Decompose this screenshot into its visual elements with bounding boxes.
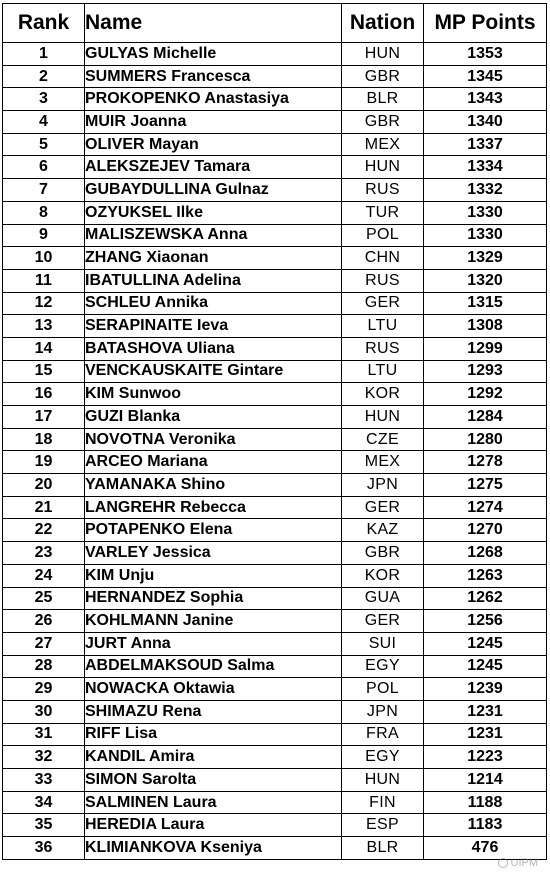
athlete-name-cell: VENCKAUSKAITE Gintare — [85, 360, 342, 383]
athlete-name-cell: ARCEO Mariana — [85, 451, 342, 474]
table-row — [3, 156, 547, 179]
nation-cell: GBR — [342, 542, 424, 565]
mp-points-cell: 1256 — [424, 610, 547, 633]
nation-cell: BLR — [342, 837, 424, 860]
table-row — [3, 88, 547, 111]
athlete-name-cell: GULYAS Michelle — [85, 43, 342, 66]
athlete-name-cell: BATASHOVA Uliana — [85, 337, 342, 360]
mp-points-cell: 1308 — [424, 315, 547, 338]
table-row — [3, 791, 547, 814]
rank-cell: 14 — [3, 337, 85, 360]
nation-cell: POL — [342, 224, 424, 247]
table-row — [3, 769, 547, 792]
athlete-name-cell: JURT Anna — [85, 632, 342, 655]
nation-cell: TUR — [342, 201, 424, 224]
rank-cell: 9 — [3, 224, 85, 247]
rank-cell: 26 — [3, 610, 85, 633]
nation-cell: MEX — [342, 451, 424, 474]
header-mp-points: MP Points — [424, 4, 547, 43]
watermark-text: UIPM — [510, 857, 538, 869]
nation-cell: GER — [342, 496, 424, 519]
mp-points-cell: 476 — [424, 837, 547, 860]
rankings-table — [2, 3, 547, 860]
athlete-name-cell: KIM Unju — [85, 564, 342, 587]
mp-points-cell: 1330 — [424, 201, 547, 224]
table-row — [3, 292, 547, 315]
nation-cell: JPN — [342, 474, 424, 497]
athlete-name-cell: RIFF Lisa — [85, 723, 342, 746]
table-row — [3, 337, 547, 360]
rank-cell: 31 — [3, 723, 85, 746]
rank-cell: 18 — [3, 428, 85, 451]
nation-cell: MEX — [342, 133, 424, 156]
table-row — [3, 201, 547, 224]
athlete-name-cell: SALMINEN Laura — [85, 791, 342, 814]
table-row — [3, 65, 547, 88]
nation-cell: KOR — [342, 383, 424, 406]
athlete-name-cell: KOHLMANN Janine — [85, 610, 342, 633]
nation-cell: GUA — [342, 587, 424, 610]
nation-cell: RUS — [342, 337, 424, 360]
table-row — [3, 269, 547, 292]
rank-cell: 32 — [3, 746, 85, 769]
nation-cell: HUN — [342, 156, 424, 179]
nation-cell: KAZ — [342, 519, 424, 542]
mp-points-cell: 1280 — [424, 428, 547, 451]
rank-cell: 21 — [3, 496, 85, 519]
mp-points-cell: 1223 — [424, 746, 547, 769]
rank-cell: 4 — [3, 111, 85, 134]
header-nation: Nation — [342, 4, 424, 43]
table-row — [3, 383, 547, 406]
rank-cell: 7 — [3, 179, 85, 202]
mp-points-cell: 1340 — [424, 111, 547, 134]
mp-points-cell: 1353 — [424, 43, 547, 66]
athlete-name-cell: IBATULLINA Adelina — [85, 269, 342, 292]
nation-cell: EGY — [342, 746, 424, 769]
rank-cell: 30 — [3, 700, 85, 723]
rank-cell: 17 — [3, 406, 85, 429]
table-row — [3, 360, 547, 383]
rank-cell: 8 — [3, 201, 85, 224]
nation-cell: RUS — [342, 269, 424, 292]
rank-cell: 28 — [3, 655, 85, 678]
nation-cell: JPN — [342, 700, 424, 723]
mp-points-cell: 1284 — [424, 406, 547, 429]
table-row — [3, 247, 547, 270]
table-row — [3, 474, 547, 497]
table-row — [3, 451, 547, 474]
athlete-name-cell: KIM Sunwoo — [85, 383, 342, 406]
nation-cell: GER — [342, 292, 424, 315]
rank-cell: 5 — [3, 133, 85, 156]
rank-cell: 2 — [3, 65, 85, 88]
uipm-logo-icon — [498, 858, 508, 868]
athlete-name-cell: NOWACKA Oktawia — [85, 678, 342, 701]
nation-cell: SUI — [342, 632, 424, 655]
table-row — [3, 746, 547, 769]
header-rank: Rank — [3, 4, 85, 43]
athlete-name-cell: SERAPINAITE Ieva — [85, 315, 342, 338]
header-name: Name — [85, 4, 342, 43]
table-row — [3, 428, 547, 451]
table-header — [3, 4, 547, 43]
athlete-name-cell: SCHLEU Annika — [85, 292, 342, 315]
mp-points-cell: 1292 — [424, 383, 547, 406]
athlete-name-cell: OLIVER Mayan — [85, 133, 342, 156]
mp-points-cell: 1188 — [424, 791, 547, 814]
mp-points-cell: 1329 — [424, 247, 547, 270]
rank-cell: 24 — [3, 564, 85, 587]
rank-cell: 16 — [3, 383, 85, 406]
rank-cell: 10 — [3, 247, 85, 270]
athlete-name-cell: GUBAYDULLINA Gulnaz — [85, 179, 342, 202]
rank-cell: 12 — [3, 292, 85, 315]
table-row — [3, 406, 547, 429]
mp-points-cell: 1262 — [424, 587, 547, 610]
table-row — [3, 43, 547, 66]
athlete-name-cell: NOVOTNA Veronika — [85, 428, 342, 451]
nation-cell: FRA — [342, 723, 424, 746]
athlete-name-cell: OZYUKSEL Ilke — [85, 201, 342, 224]
mp-points-cell: 1334 — [424, 156, 547, 179]
nation-cell: EGY — [342, 655, 424, 678]
table-row — [3, 542, 547, 565]
rank-cell: 1 — [3, 43, 85, 66]
table-row — [3, 655, 547, 678]
mp-points-cell: 1274 — [424, 496, 547, 519]
mp-points-cell: 1293 — [424, 360, 547, 383]
athlete-name-cell: SIMON Sarolta — [85, 769, 342, 792]
athlete-name-cell: KLIMIANKOVA Kseniya — [85, 837, 342, 860]
mp-points-cell: 1214 — [424, 769, 547, 792]
table-row — [3, 315, 547, 338]
header-row — [3, 4, 547, 43]
nation-cell: FIN — [342, 791, 424, 814]
rank-cell: 19 — [3, 451, 85, 474]
mp-points-cell: 1245 — [424, 655, 547, 678]
athlete-name-cell: ABDELMAKSOUD Salma — [85, 655, 342, 678]
athlete-name-cell: LANGREHR Rebecca — [85, 496, 342, 519]
mp-points-cell: 1183 — [424, 814, 547, 837]
nation-cell: CHN — [342, 247, 424, 270]
rank-cell: 36 — [3, 837, 85, 860]
nation-cell: HUN — [342, 769, 424, 792]
nation-cell: GBR — [342, 111, 424, 134]
table-row — [3, 678, 547, 701]
rank-cell: 23 — [3, 542, 85, 565]
rank-cell: 20 — [3, 474, 85, 497]
table-row — [3, 587, 547, 610]
rank-cell: 34 — [3, 791, 85, 814]
table-row — [3, 700, 547, 723]
athlete-name-cell: VARLEY Jessica — [85, 542, 342, 565]
rank-cell: 33 — [3, 769, 85, 792]
mp-points-cell: 1245 — [424, 632, 547, 655]
mp-points-cell: 1270 — [424, 519, 547, 542]
athlete-name-cell: KANDIL Amira — [85, 746, 342, 769]
table-body — [3, 43, 547, 860]
athlete-name-cell: MUIR Joanna — [85, 111, 342, 134]
athlete-name-cell: SHIMAZU Rena — [85, 700, 342, 723]
rank-cell: 6 — [3, 156, 85, 179]
mp-points-cell: 1231 — [424, 723, 547, 746]
table-row — [3, 519, 547, 542]
mp-points-cell: 1332 — [424, 179, 547, 202]
rank-cell: 3 — [3, 88, 85, 111]
athlete-name-cell: POTAPENKO Elena — [85, 519, 342, 542]
athlete-name-cell: PROKOPENKO Anastasiya — [85, 88, 342, 111]
table-row — [3, 133, 547, 156]
rank-cell: 35 — [3, 814, 85, 837]
table-row — [3, 224, 547, 247]
mp-points-cell: 1315 — [424, 292, 547, 315]
nation-cell: RUS — [342, 179, 424, 202]
table-row — [3, 564, 547, 587]
athlete-name-cell: MALISZEWSKA Anna — [85, 224, 342, 247]
table-row — [3, 723, 547, 746]
rank-cell: 22 — [3, 519, 85, 542]
athlete-name-cell: GUZI Blanka — [85, 406, 342, 429]
nation-cell: ESP — [342, 814, 424, 837]
nation-cell: HUN — [342, 406, 424, 429]
rank-cell: 27 — [3, 632, 85, 655]
mp-points-cell: 1278 — [424, 451, 547, 474]
athlete-name-cell: ZHANG Xiaonan — [85, 247, 342, 270]
mp-points-cell: 1320 — [424, 269, 547, 292]
nation-cell: LTU — [342, 315, 424, 338]
mp-points-cell: 1231 — [424, 700, 547, 723]
athlete-name-cell: SUMMERS Francesca — [85, 65, 342, 88]
athlete-name-cell: ALEKSZEJEV Tamara — [85, 156, 342, 179]
mp-points-cell: 1263 — [424, 564, 547, 587]
mp-points-cell: 1299 — [424, 337, 547, 360]
watermark — [498, 857, 539, 869]
mp-points-cell: 1239 — [424, 678, 547, 701]
rank-cell: 29 — [3, 678, 85, 701]
mp-points-cell: 1330 — [424, 224, 547, 247]
nation-cell: BLR — [342, 88, 424, 111]
athlete-name-cell: HEREDIA Laura — [85, 814, 342, 837]
nation-cell: GER — [342, 610, 424, 633]
nation-cell: POL — [342, 678, 424, 701]
table-row — [3, 814, 547, 837]
table-row — [3, 496, 547, 519]
nation-cell: GBR — [342, 65, 424, 88]
table-row — [3, 632, 547, 655]
nation-cell: KOR — [342, 564, 424, 587]
mp-points-cell: 1343 — [424, 88, 547, 111]
table-row — [3, 837, 547, 860]
table-row — [3, 111, 547, 134]
rank-cell: 25 — [3, 587, 85, 610]
athlete-name-cell: HERNANDEZ Sophia — [85, 587, 342, 610]
table-row — [3, 610, 547, 633]
nation-cell: LTU — [342, 360, 424, 383]
mp-points-cell: 1268 — [424, 542, 547, 565]
athlete-name-cell: YAMANAKA Shino — [85, 474, 342, 497]
rank-cell: 15 — [3, 360, 85, 383]
mp-points-cell: 1275 — [424, 474, 547, 497]
mp-points-cell: 1345 — [424, 65, 547, 88]
rank-cell: 13 — [3, 315, 85, 338]
mp-points-cell: 1337 — [424, 133, 547, 156]
rank-cell: 11 — [3, 269, 85, 292]
nation-cell: CZE — [342, 428, 424, 451]
nation-cell: HUN — [342, 43, 424, 66]
table-row — [3, 179, 547, 202]
